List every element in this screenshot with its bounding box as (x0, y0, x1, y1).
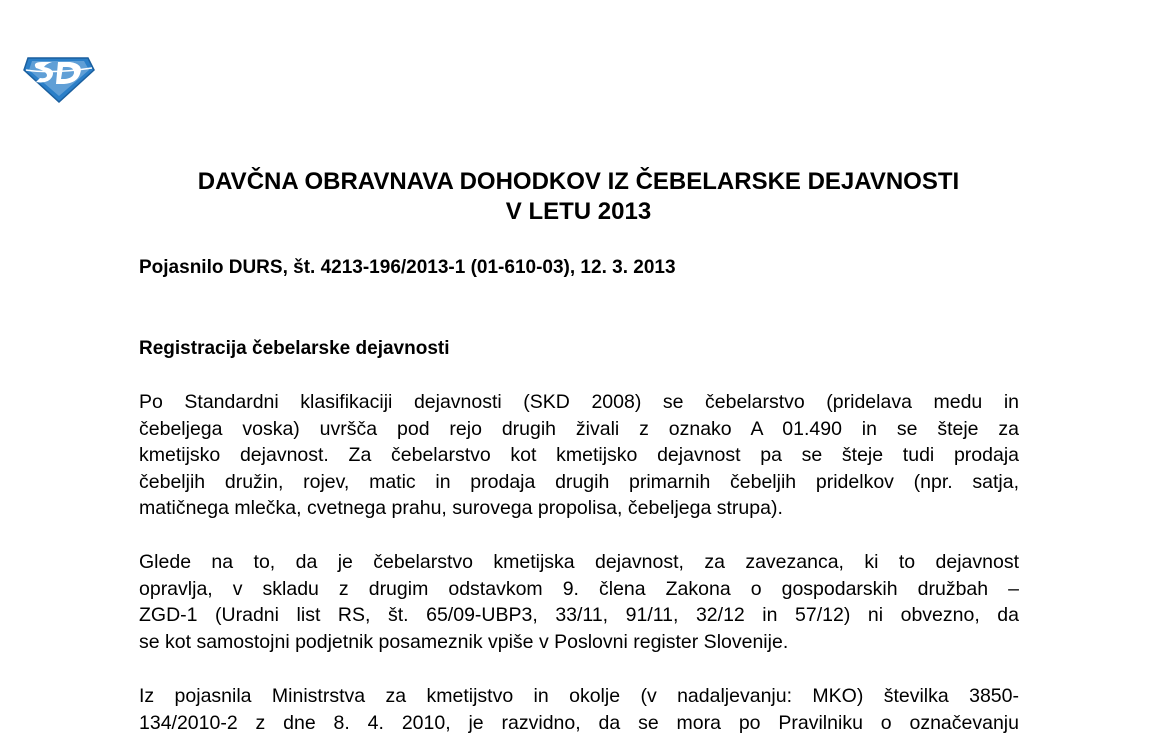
paragraph-line: matičnega mlečka, cvetnega prahu, surovega propolisa, čebeljega strupa). (139, 497, 783, 519)
document-title (60, 167, 1097, 227)
paragraph-line: Po Standardni klasifikaciji dejavnosti (SKD 2008) se čebelarstvo (pridelava medu in (139, 391, 1019, 413)
section-heading: Registracija čebelarske dejavnosti (139, 338, 450, 359)
paragraph-line: kmetijsko dejavnost. Za čebelarstvo kot kmetijsko dejavnost pa se šteje tudi prodaja (139, 444, 1019, 466)
document-title-line-2: V LETU 2013 (505, 198, 652, 225)
paragraph-line: ZGD-1 (Uradni list RS, št. 65/09-UBP3, 33/11, 91/11, 32/12 in 57/12) ni obvezno, da (139, 604, 1019, 626)
sd-logo-icon (22, 50, 96, 104)
paragraph-line: se kot samostojni podjetnik posameznik vpiše v Poslovni register Slovenije. (139, 630, 789, 653)
paragraph-line: čebeljega voska) uvršča pod rejo drugih živali z oznako A 01.490 in se šteje za (139, 417, 1019, 440)
paragraph-2 (139, 549, 1019, 655)
paragraph-line: Iz pojasnila Ministrstva za kmetijstvo in okolje (v nadaljevanju: MKO) številka 3850- (139, 685, 1019, 707)
paragraph-line: opravlja, v skladu z drugim odstavkom 9. člena Zakona o gospodarskih družbah – (139, 577, 1019, 600)
paragraph-line: 134/2010-2 z dne 8. 4. 2010, je razvidno, da se mora po Pravilniku o označevanju (139, 711, 1019, 734)
paragraph-1 (139, 389, 1019, 522)
paragraph-3 (139, 683, 1019, 736)
paragraph-line: čebeljih družin, rojev, matic in prodaja drugih primarnih čebeljih pridelkov (npr. satja, (139, 470, 1019, 493)
paragraph-line: Glede na to, da je čebelarstvo kmetijska dejavnost, za zavezanca, ki to dejavnost (139, 551, 1019, 573)
document-title-line-1: DAVČNA OBRAVNAVA DOHODKOV IZ ČEBELARSKE DEJAVNOSTI (197, 168, 960, 195)
document-subtitle: Pojasnilo DURS, št. 4213-196/2013-1 (01-610-03), 12. 3. 2013 (139, 257, 676, 278)
